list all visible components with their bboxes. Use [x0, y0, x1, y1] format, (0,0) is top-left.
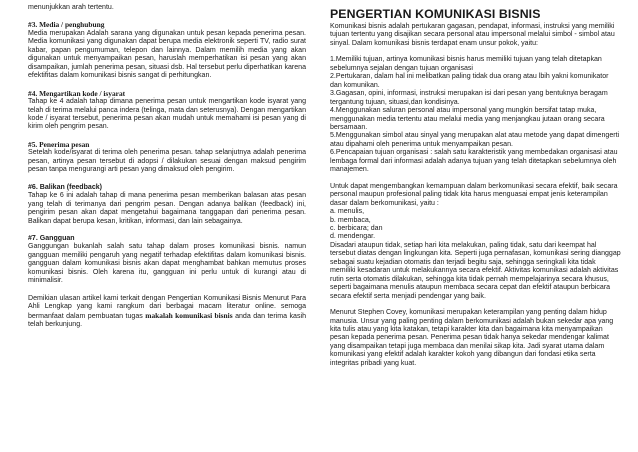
closing-text: Demikian ulasan artikel kami terkait dengan Pengertian Komunikasi Bisnis Menurut Para Ahli Lengkap yang kami rangkum dari berbagai macam literatur online. semoga bermanfaat dalam pembuatan tugas [28, 294, 306, 320]
section-4-body: Tahap ke 4 adalah tahap dimana penerima pesan untuk mengartikan kode isyarat yang telah di terima melalui panca indera (telinga, mata dan seterusnya). Dengan mengartikan kode / isyarat tersebut, penerima pesan akan mudah untuk memahami isi pesan yang di kirim oleh pengrim pesan. [28, 98, 306, 131]
page-title: PENGERTIAN KOMUNIKASI BISNIS [330, 7, 541, 21]
skill-item: c. berbicara; dan [330, 224, 383, 232]
closing-paragraph [28, 295, 306, 330]
intro-paragraph: Komunikasi bisnis adalah pertukaran gagasan, pendapat, informasi, instruksi yang memiliki tujuan tertentu yang disajikan secara personal atau impersonal melalui simbol - simbol atau sinyal. Dalam komunikasi bisnis terdapat enam unsur pokok, yaitu: [330, 23, 615, 47]
list-item: 3.Gagasan, opini, informasi, instruksi merupakan isi dari pesan yang bentuknya beragam tergantung tujuan, situasi,dan kondisinya. [330, 90, 608, 106]
skill-item: d. mendengar. [330, 233, 376, 241]
section-3-body: Media merupakan Adalah sarana yang digunakan untuk pesan kepada penerima pesan. Media komunikasi yang digunakan dapat berupa media elektronik seperti TV, radio surat kabar, papan pengumuman, telepon dan lainnya. Dalam memilih media yang akan digunakan untuk menyampaikan pesan, haruslah memperhatikan isi pesan yang akan disampaikan, jumlah penerima pesan, situasi dsb. Hal tersebut perlu diperhatikan karena efektifitas dalam komunikasi bisnis sangat di perhitungkan. [28, 29, 306, 80]
skill-item: a. menulis, [330, 208, 365, 216]
section-6-heading: #6. Balikan (feedback) [28, 183, 103, 191]
section-7-body: Ganggungan bukanlah salah satu tahap dalam proses komunikasi bisnis. namun gangguan memiliki pengaruh yang negatif terhadap efektifitas dalam komunikasi bisnis. gangguan dalam komunikasi bisnis akan dapat menghambat bahkan memutus proses komunikasi bisnis. Oleh karena itu, gangguan ini perlu untuk di kurangi atau di minimalisir. [28, 243, 306, 285]
right-column [330, 4, 622, 368]
closing-emphasis: makalah komunikasi bisnis [145, 310, 233, 320]
closing-end: anda dan terima kasih telah berkunjung. [28, 312, 306, 329]
section-6-body: Tahap ke 6 ini adalah tahap di mana penerima pesan memberikan balasan atas pesan yang telah di terimanya dari pengrim pesan. Dengan adanya balikan (feedback) ini, pengirim pesan akan dapat mengetahui bagaimana tanggapan dari penerima pesan. Balikan dapat berupa kesan, kritikan, informasi, dan lain sebagainya. [28, 192, 306, 225]
skills-list [330, 208, 622, 242]
section-5-body: Setelah kode/isyarat di terima oleh penerima pesan. tahap selanjutnya adalah penerima pesan, artinya pesan tersebut di adopsi / dilakukan sesuai dengan maksud pengirim pesan tanpa mengurangi arti pesan yang dimaksud oleh pengirim. [28, 149, 306, 174]
list-item: 2.Pertukaran, dalam hal ini melibatkan paling tidak dua orang atau lbih yakni komunikator dan komunikan. [330, 73, 609, 89]
section-7-heading: #7. Gangguan [28, 234, 75, 242]
section-4-heading: #4. Mengartikan kode / isyarat [28, 88, 126, 98]
list-item: 4.Menggunakan saluran personal atau impersonal yang mungkin bersifat tatap muka, menggunakan media tertentu atau melalui media yang menjangkau jutaan orang secara bersamaan. [330, 107, 605, 131]
list-item: 5.Menggunakan simbol atau sinyal yang merupakan alat atau metode yang dapat dimengerti atau dipahami oleh penerima untuk menyampaikan pesan. [330, 132, 620, 148]
skill-item: b. membaca, [330, 216, 371, 224]
daily-communication-paragraph: Disadari ataupun tidak, setiap hari kita melakukan, paling tidak, satu dari keempat hal tersebut diatas dengan lingkungan kita. Seperti juga pernafasan, komunikasi sering dianggap sebagai suatu kejadian otomatis dan terjadi begitu saja, sehingga seringkali kita tidak memiliki kesadaran untuk melakukannya secara efektif. Aktivitas komunikasi adalah aktivitas rutin serta otomatis dilakukan, sehingga kita tidak pernah mempelajarinya secara khusus, seperti bagaimana menulis ataupun membaca secara cepat dan efektif ataupun berbicara secara efektif serta menjadi pendengar yang baik. [330, 241, 621, 300]
section-3-heading: #3. Media / penghubung [28, 20, 105, 30]
list-item: 1.Memiliki tujuan, artinya komunikasi bisnis harus memiliki tujuan yang telah ditetapkan sebelumnya sejalan dengan tujuan organisasi [330, 56, 602, 72]
section-5-heading: #5. Penerima pesan [28, 139, 90, 149]
left-lead-text: menunjukkan arah tertentu. [28, 4, 114, 11]
covey-paragraph: Menurut Stephen Covey, komunikasi merupakan keterampilan yang penting dalam hidup manusia. Unsur yang paling penting dalam berkomunikasi adalah bukan sekedar apa yang kita tulis atau yang kita katakan, tetapi karakter kita dan bagaimana kita menyampaikan pesan kepada penerima pesan. Penerima pesan tidak hanya sekedar mendengar kalimat yang disampaikan tetapi juga membaca dan menilai sikap kita. Jadi syarat utama dalam komunikasi yang efektif adalah karakter kokoh yang dibangun dari fondasi etika serta integritas pribadi yang kuat. [330, 309, 614, 367]
left-column [28, 4, 306, 330]
elements-list [330, 56, 622, 174]
skills-paragraph: Untuk dapat mengembangkan kemampuan dalam berkomunikasi secara efektif, baik secara personal maupun profesional paling tidak kita harus menguasai empat jenis keterampilan dasar dalam berkomunikasi, yaitu : [330, 182, 618, 207]
list-item: 6.Pencapaian tujuan organisasi : salah satu karakteristik yang membedakan organisasi atau lembaga formal dari informasi adalah adanya tujuan yang telah ditetapkan sebelumnya oleh manajemen. [330, 149, 618, 174]
